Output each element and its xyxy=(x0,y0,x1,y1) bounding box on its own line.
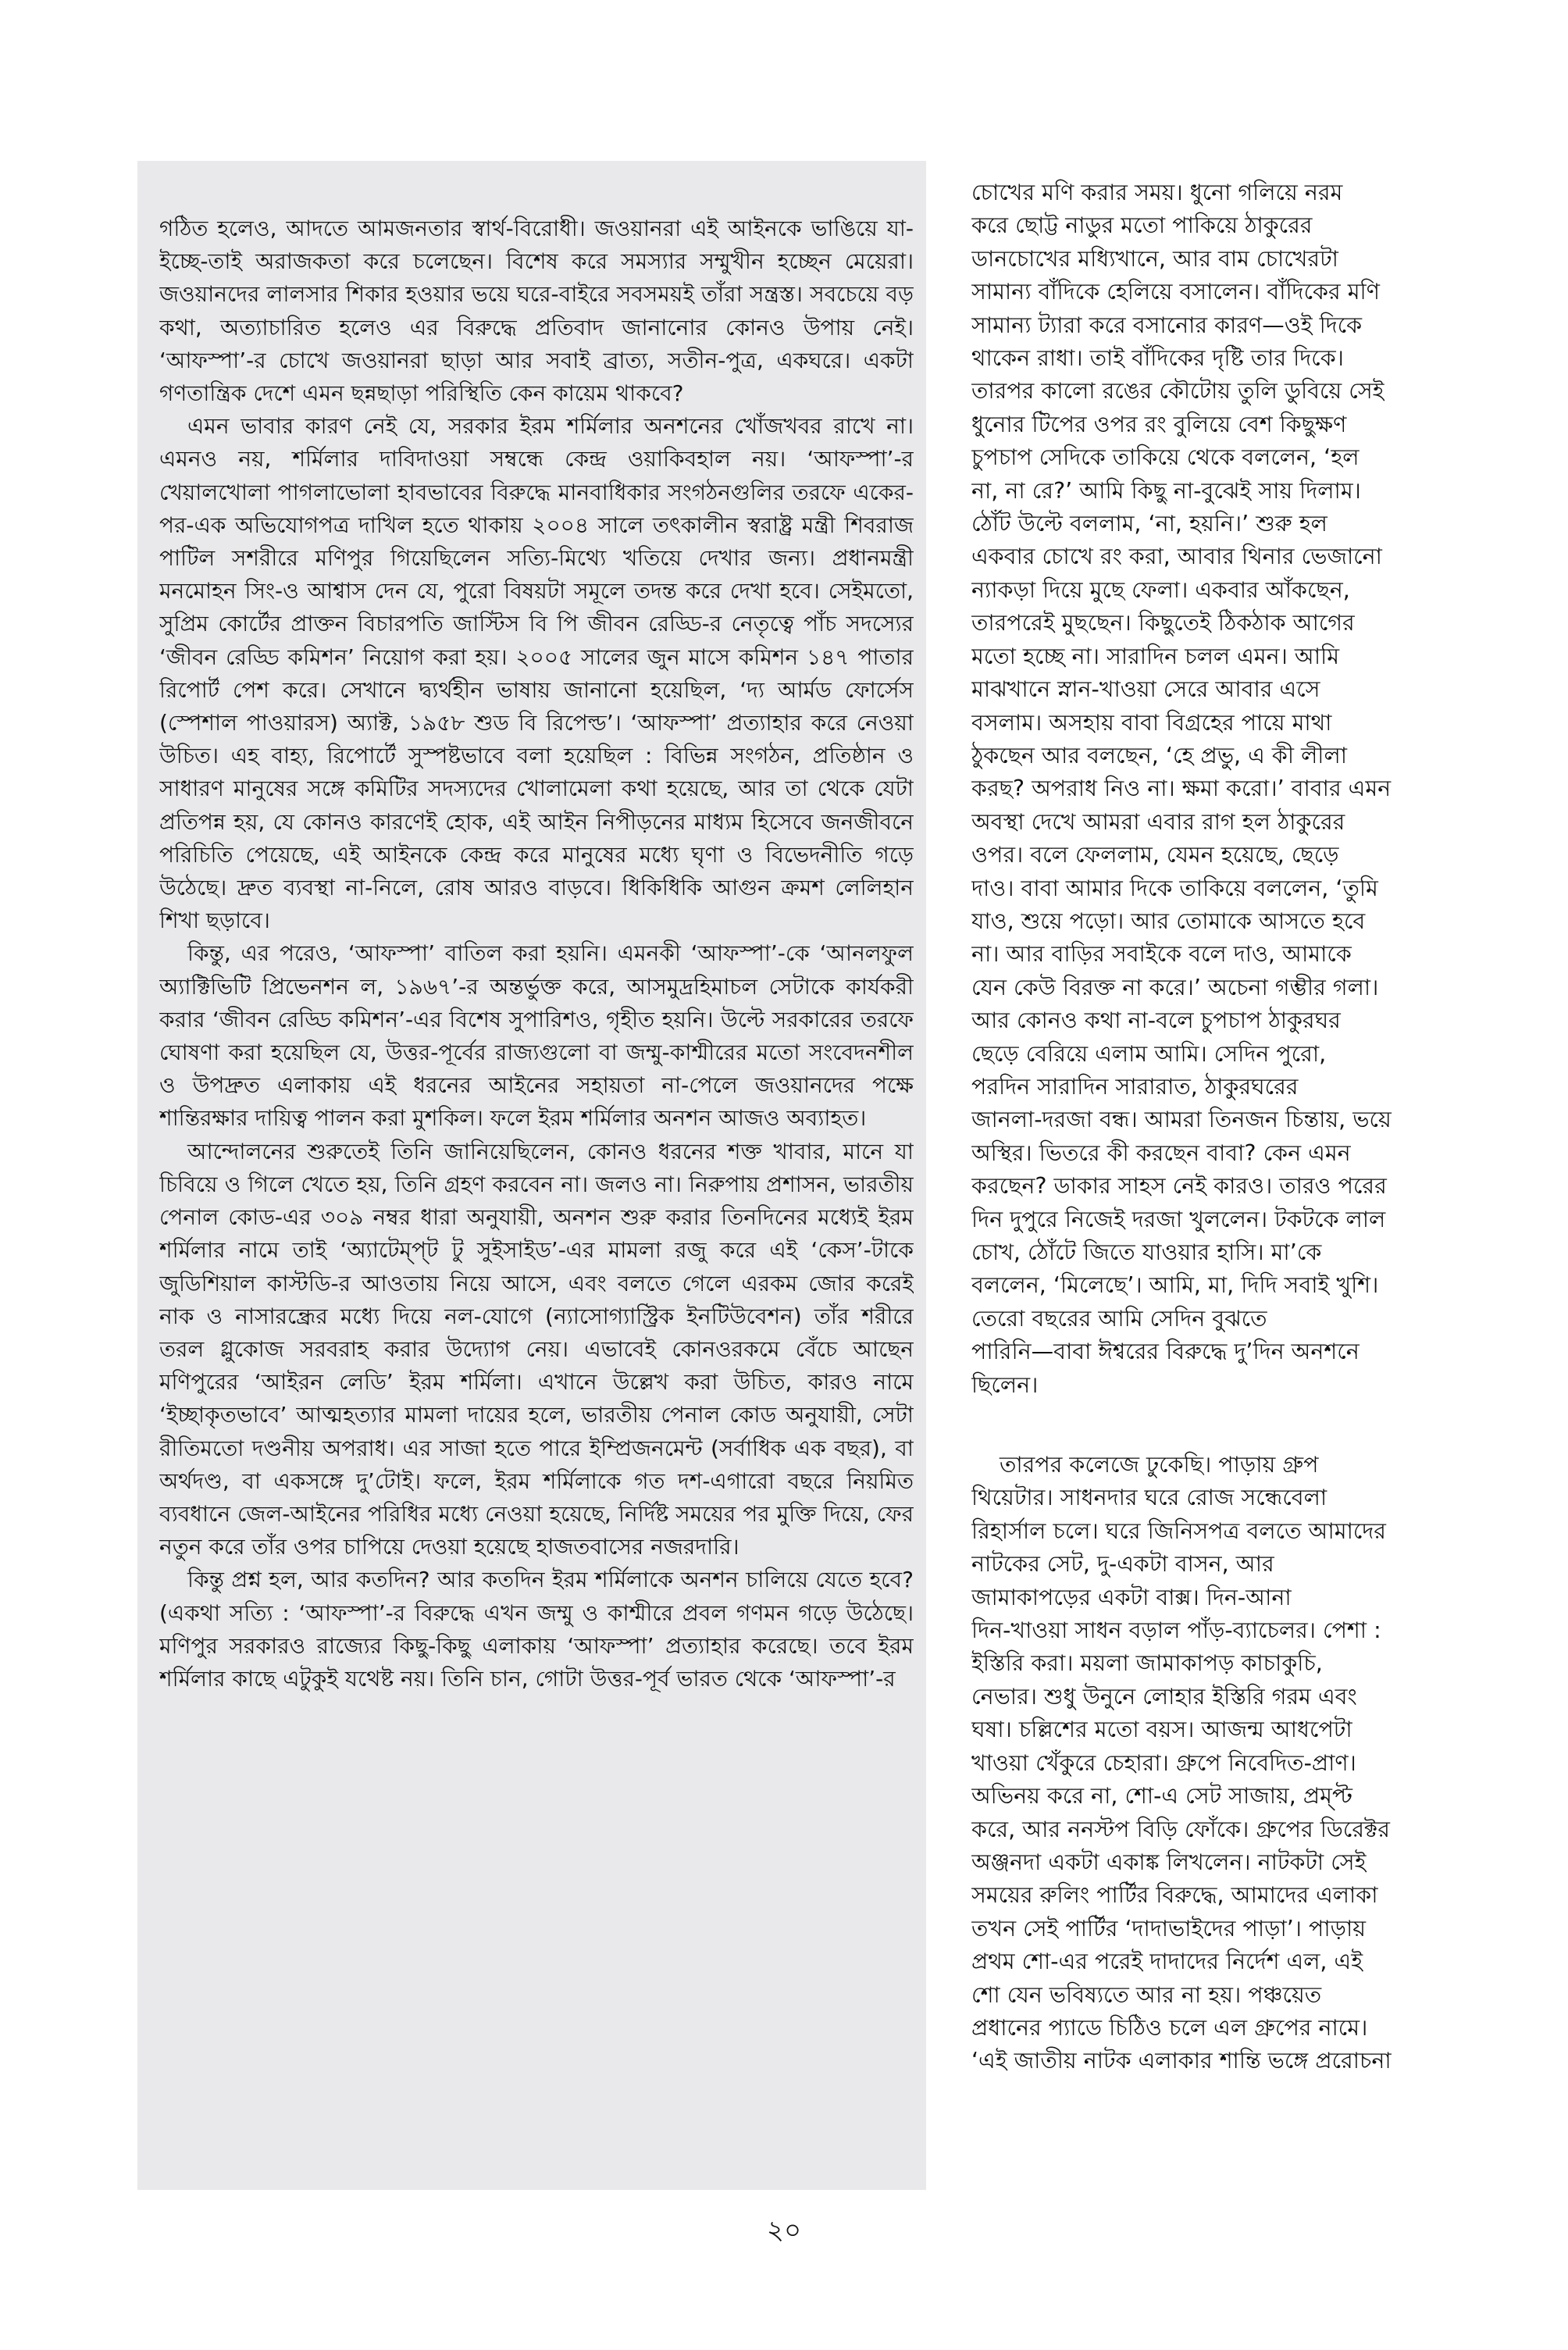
left-paragraph-1: গঠিত হলেও, আদতে আমজনতার স্বার্থ-বিরোধী। জওয়ানরা এই আইনকে ভাঙিয়ে যা-ইচ্ছে-তাই অরাজকতা করে চলেছেন। বিশেষ করে সমস্যার সম্মুখীন হচ্ছেন মেয়েরা। জওয়ানদের লালসার শিকার হওয়ার ভয়ে ঘরে-বাইরে সবসময়ই তাঁরা সন্ত্রস্ত। সবচেয়ে বড় কথা, অত্যাচারিত হলেও এর বিরুদ্ধে প্রতিবাদ জানানোর কোনও উপায় নেই। ‘আফস্পা’-র চোখে জওয়ানরা ছাড়া আর সবাই ব্রাত্য, সতীন-পুত্র, একঘরে। একটা গণতান্ত্রিক দেশে এমন ছন্নছাড়া পরিস্থিতি কেন কায়েম থাকবে? xyxy=(159,216,914,407)
left-paragraph-4: আন্দোলনের শুরুতেই তিনি জানিয়েছিলেন, কোনও ধরনের শক্ত খাবার, মানে যা চিবিয়ে ও গিলে খেতে হয়, তিনি গ্রহণ করবেন না। জলও না। নিরুপায় প্রশাসন, ভারতীয় পেনাল কোড-এর ৩০৯ নম্বর ধারা অনুযায়ী, অনশন শুরু করার তিনদিনের মধ্যেই ইরম শর্মিলার নামে তাই ‘অ্যাটেম্প্‌ট টু সুইসাইড’-এর মামলা রজু করে এই ‘কেস’-টাকে জুডিশিয়াল কাস্টডি-র আওতায় নিয়ে আসে, এবং বলতে গেলে এরকম জোর করেই নাক ও নাসারন্ধ্রের মধ্যে দিয়ে নল-যোগে (ন্যাসোগ্যাস্ট্রিক ইনটিউবেশন) তাঁর শরীরে তরল গ্লুকোজ সরবরাহ করার উদ্যোগ নেয়। এভাবেই কোনওরকমে বেঁচে আছেন মণিপুরের ‘আইরন লেডি’ ইরম শর্মিলা। এখানে উল্লেখ করা উচিত, কারও নামে ‘ইচ্ছাকৃতভাবে’ আত্মহত্যার মামলা দায়ের হলে, ভারতীয় পেনাল কোড অনুযায়ী, সেটা রীতিমতো দণ্ডনীয় অপরাধ। এর সাজা হতে পারে ইম্প্রিজনমেন্ট (সর্বাধিক এক বছর), বা অর্থদণ্ড, বা একসঙ্গে দু’টোই। ফলে, ইরম শর্মিলাকে গত দশ-এগারো বছরে নিয়মিত ব্যবধানে জেল-আইনের পরিধির মধ্যে নেওয়া হয়েছে, নির্দিষ্ট সময়ের পর মুক্তি দিয়ে, ফের নতুন করে তাঁর ওপর চাপিয়ে দেওয়া হয়েছে হাজতবাসের নজরদারি। xyxy=(159,1138,914,1560)
left-paragraph-5: কিন্তু প্রশ্ন হল, আর কতদিন? আর কতদিন ইরম শর্মিলাকে অনশন চালিয়ে যেতে হবে? (একথা সত্যি : ‘আফস্পা’-র বিরুদ্ধে এখন জম্মু ও কাশ্মীরে প্রবল গণমন গড়ে উঠেছে। মণিপুর সরকারও রাজ্যের কিছু-কিছু এলাকায় ‘আফস্পা’ প্রত্যাহার করেছে। তবে ইরম শর্মিলার কাছে এটুকুই যথেষ্ট নয়। তিনি চান, গোটা উত্তর-পূর্ব ভারত থেকে ‘আফস্পা’-র xyxy=(159,1567,914,1692)
left-column xyxy=(159,212,914,2181)
right-paragraph-1: চোখের মণি করার সময়। ধুনো গলিয়ে নরম করে ছোট্ট নাডুর মতো পাকিয়ে ঠাকুরের ডানচোখের মধ্যিখানে, আর বাম চোখেরটা সামান্য বাঁদিকে হেলিয়ে বসালেন। বাঁদিকের মণি সামান্য ট্যারা করে বসানোর কারণ—ওই দিকে থাকেন রাধা। তাই বাঁদিকের দৃষ্টি তার দিকে। তারপর কালো রঙের কৌটোয় তুলি ডুবিয়ে সেই ধুনোর টিপের ওপর রং বুলিয়ে বেশ কিছুক্ষণ চুপচাপ সেদিকে তাকিয়ে থেকে বললেন, ‘হল না, না রে?’ আমি কিছু না-বুঝেই সায় দিলাম। ঠোঁট উল্টে বললাম, ‘না, হয়নি।’ শুরু হল একবার চোখে রং করা, আবার থিনার ভেজানো ন্যাকড়া দিয়ে মুছে ফেলা। একবার আঁকছেন, তারপরেই মুছছেন। কিছুতেই ঠিকঠাক আগের মতো হচ্ছে না। সারাদিন চলল এমন। আমি মাঝখানে স্নান-খাওয়া সেরে আবার এসে বসলাম। অসহায় বাবা বিগ্রহের পায়ে মাথা ঠুকছেন আর বলছেন, ‘হে প্রভু, এ কী লীলা করছ? অপরাধ নিও না। ক্ষমা করো।’ বাবার এমন অবস্থা দেখে আমরা এবার রাগ হল ঠাকুরের ওপর। বলে ফেললাম, যেমন হয়েছে, ছেড়ে দাও। বাবা আমার দিকে তাকিয়ে বললেন, ‘তুমি যাও, শুয়ে পড়ো। আর তোমাকে আসতে হবে না। আর বাড়ির সবাইকে বলে দাও, আমাকে যেন কেউ বিরক্ত না করে।’ অচেনা গম্ভীর গলা। আর কোনও কথা না-বলে চুপচাপ ঠাকুরঘর ছেড়ে বেরিয়ে এলাম আমি। সেদিন পুরো, পরদিন সারাদিন সারারাত, ঠাকুরঘরের জানলা-দরজা বন্ধ। আমরা তিনজন চিন্তায়, ভয়ে অস্থির। ভিতরে কী করছেন বাবা? কেন এমন করছেন? ডাকার সাহস নেই কারও। তারও পরের দিন দুপুরে নিজেই দরজা খুললেন। টকটকে লাল চোখ, ঠোঁটে জিতে যাওয়ার হাসি। মা’কে বললেন, ‘মিলেছে’। আমি, মা, দিদি সবাই খুশি। তেরো বছরের আমি সেদিন বুঝতে পারিনি—বাবা ঈশ্বরের বিরুদ্ধে দু’দিন অনশনে ছিলেন। xyxy=(971,180,1392,1398)
left-paragraph-2: এমন ভাবার কারণ নেই যে, সরকার ইরম শর্মিলার অনশনের খোঁজখবর রাখে না। এমনও নয়, শর্মিলার দাবিদাওয়া সম্বন্ধে কেন্দ্র ওয়াকিবহাল নয়। ‘আফস্পা’-র খেয়ালখোলা পাগলাভোলা হাবভাবের বিরুদ্ধে মানবাধিকার সংগঠনগুলির তরফে একের-পর-এক অভিযোগপত্র দাখিল হতে থাকায় ২০০৪ সালে তৎকালীন স্বরাষ্ট্র মন্ত্রী শিবরাজ পাটিল সশরীরে মণিপুর গিয়েছিলেন সত্যি-মিথ্যে খতিয়ে দেখার জন্য। প্রধানমন্ত্রী মনমোহন সিং-ও আশ্বাস দেন যে, পুরো বিষয়টা সমূলে তদন্ত করে দেখা হবে। সেইমতো, সুপ্রিম কোর্টের প্রাক্তন বিচারপতি জাস্টিস বি পি জীবন রেড্ডি-র নেতৃত্বে পাঁচ সদস্যের ‘জীবন রেড্ডি কমিশন’ নিয়োগ করা হয়। ২০০৫ সালের জুন মাসে কমিশন ১৪৭ পাতার রিপোর্ট পেশ করে। সেখানে দ্ব্যর্থহীন ভাষায় জানানো হয়েছিল, ‘দ্য আর্মড ফোর্সেস (স্পেশাল পাওয়ারস) অ্যাক্ট, ১৯৫৮ শুড বি রিপেল্ড’। ‘আফস্পা’ প্রত্যাহার করে নেওয়া উচিত। এহ বাহ্য, রিপোর্টে সুস্পষ্টভাবে বলা হয়েছিল : বিভিন্ন সংগঠন, প্রতিষ্ঠান ও সাধারণ মানুষের সঙ্গে কমিটির সদস্যদের খোলামেলা কথা হয়েছে, আর তা থেকে যেটা প্রতিপন্ন হয়, যে কোনও কারণেই হোক, এই আইন নিপীড়নের মাধ্যম হিসেবে জনজীবনে পরিচিতি পেয়েছে, এই আইনকে কেন্দ্র করে মানুষের মধ্যে ঘৃণা ও বিভেদনীতি গড়ে উঠেছে। দ্রুত ব্যবস্থা না-নিলে, রোষ আরও বাড়বে। ধিকিধিকি আগুন ক্রমশ লেলিহান শিখা ছড়াবে। xyxy=(159,413,914,934)
left-paragraph-3: কিন্তু, এর পরেও, ‘আফস্পা’ বাতিল করা হয়নি। এমনকী ‘আফস্পা’-কে ‘আনলফুল অ্যাক্টিভিটি প্রিভেনশন ল, ১৯৬৭’-র অন্তর্ভুক্ত করে, আসমুদ্রহিমাচল সেটাকে কার্যকরী করার ‘জীবন রেড্ডি কমিশন’-এর বিশেষ সুপারিশও, গৃহীত হয়নি। উল্টে সরকারের তরফে ঘোষণা করা হয়েছিল যে, উত্তর-পূর্বের রাজ্যগুলো বা জম্মু-কাশ্মীরের মতো সংবেদনশীল ও উপদ্রুত এলাকায় এই ধরনের আইনের সহায়তা না-পেলে জওয়ানদের পক্ষে শান্তিরক্ষার দায়িত্ব পালন করা মুশকিল। ফলে ইরম শর্মিলার অনশন আজও অব্যাহত। xyxy=(159,940,914,1132)
paragraph-gap xyxy=(971,1402,1437,1449)
right-column xyxy=(971,177,1437,2180)
page-number: ২০ xyxy=(766,2215,802,2246)
right-paragraph-2: তারপর কলেজে ঢুকেছি। পাড়ায় গ্রুপ থিয়েটার। সাধনদার ঘরে রোজ সন্ধেবেলা রিহার্সাল চলে। ঘরে জিনিসপত্র বলতে আমাদের নাটকের সেট, দু-একটা বাসন, আর জামাকাপড়ের একটা বাক্স। দিন-আনা দিন-খাওয়া সাধন বড়াল পাঁড়-ব্যাচেলর। পেশা : ইস্তিরি করা। ময়লা জামাকাপড় কাচাকুচি, নেভার। শুধু উনুনে লোহার ইস্তিরি গরম এবং ঘষা। চল্লিশের মতো বয়স। আজন্ম আধপেটা খাওয়া খেঁকুরে চেহারা। গ্রুপে নিবেদিত-প্রাণ। অভিনয় করে না, শো-এ সেট সাজায়, প্রম্প্ট করে, আর ননস্টপ বিড়ি ফোঁকে। গ্রুপের ডিরেক্টর অঞ্জনদা একটা একাঙ্ক লিখলেন। নাটকটা সেই সময়ের রুলিং পার্টির বিরুদ্ধে, আমাদের এলাকা তখন সেই পার্টির ‘দাদাভাইদের পাড়া’। পাড়ায় প্রথম শো-এর পরেই দাদাদের নির্দেশ এল, এই শো যেন ভবিষ্যতে আর না হয়। পঞ্চয়েত প্রধানের প্যাডে চিঠিও চলে এল গ্রুপের নামে। ‘এই জাতীয় নাটক এলাকার শান্তি ভঙ্গে প্ররোচনা xyxy=(971,1452,1392,2074)
